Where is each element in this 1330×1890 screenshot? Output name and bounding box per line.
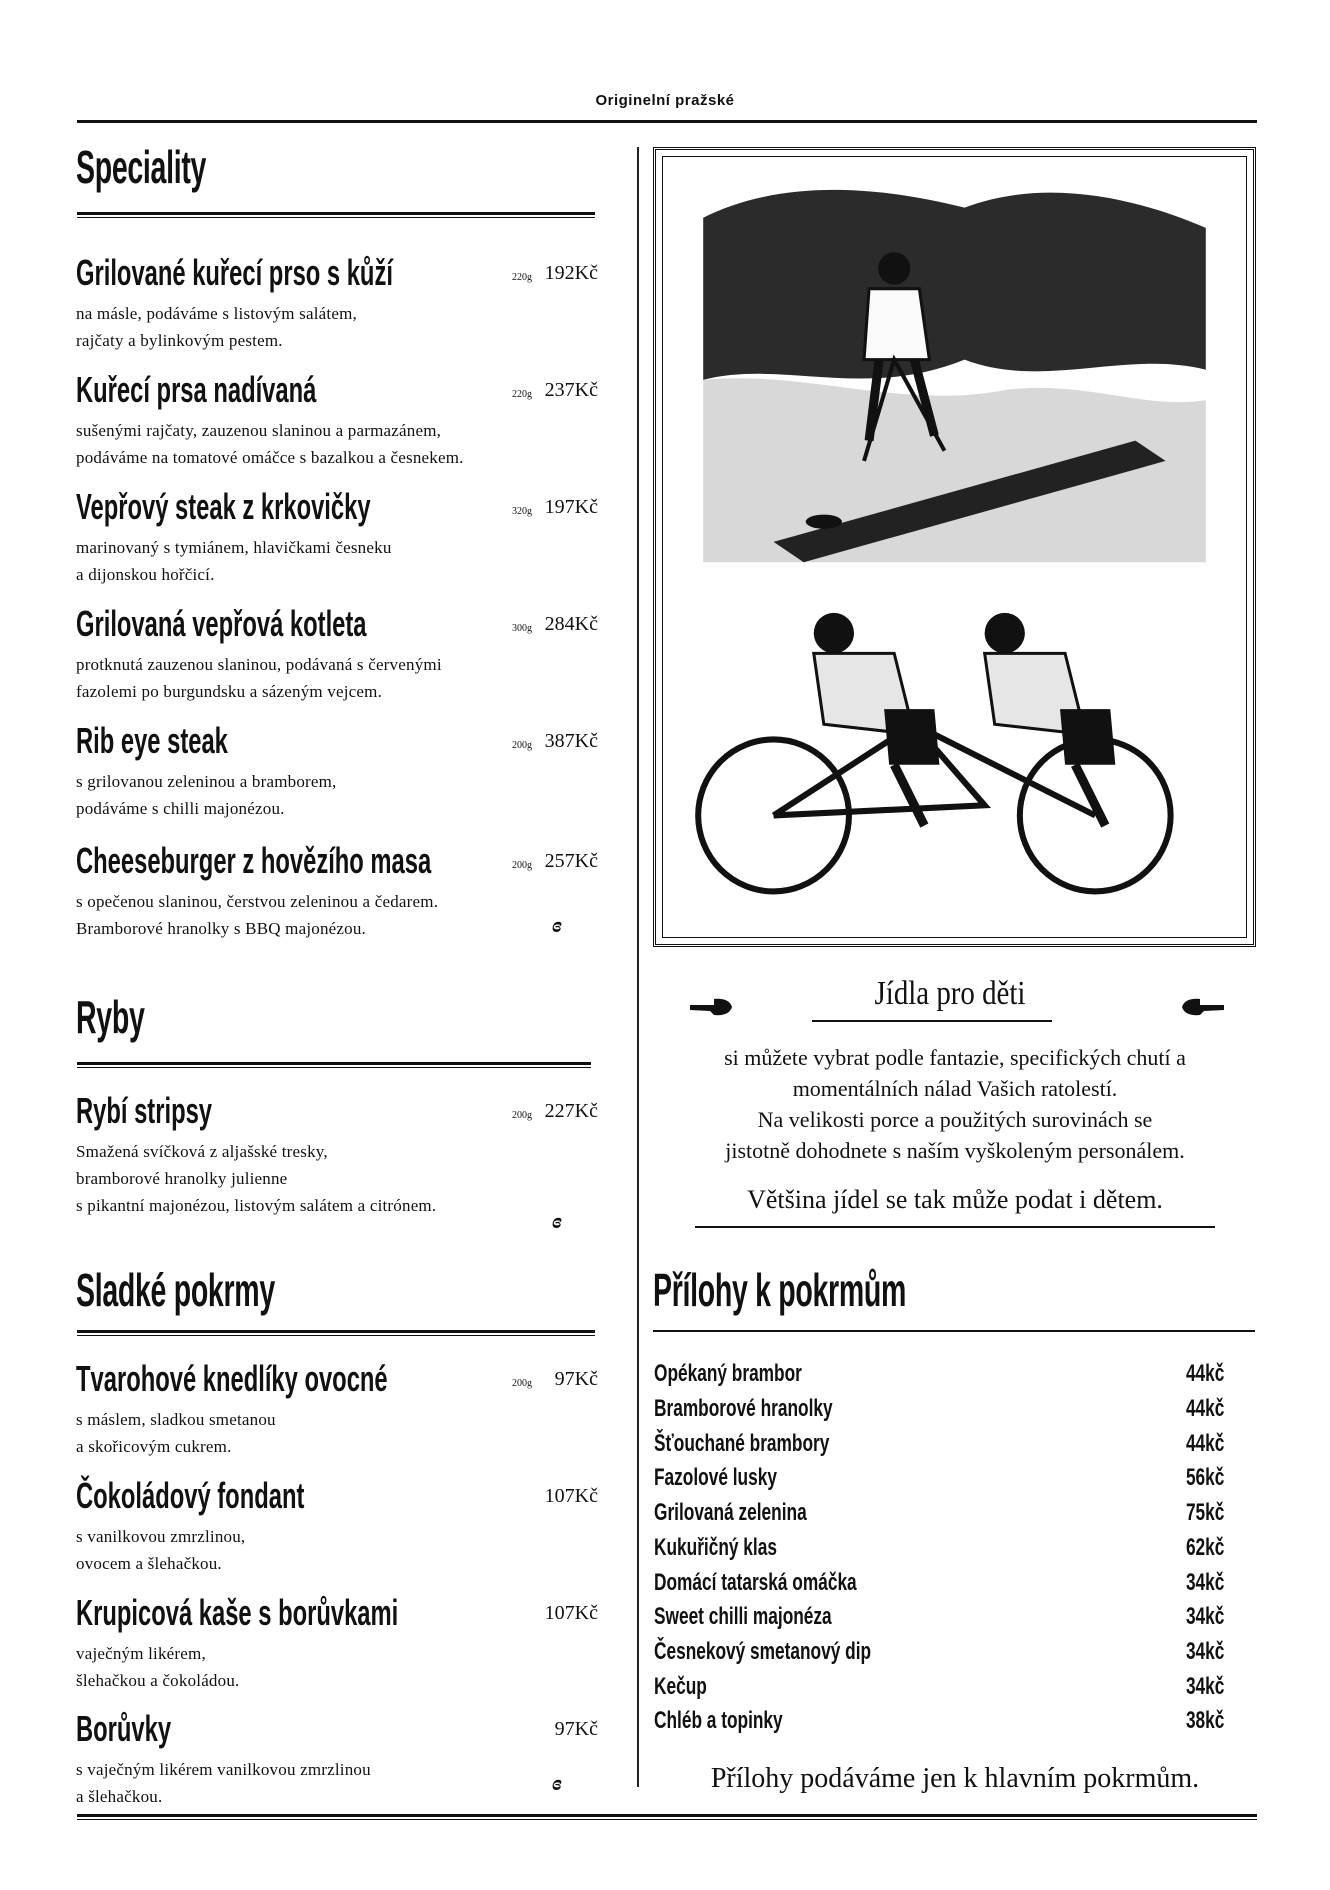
kids-text-line: si můžete vybrat podle fantazie, specifických chutí a bbox=[724, 1045, 1186, 1070]
item-desc-line: bramborové hranolky julienne bbox=[76, 1169, 288, 1188]
item-name: Borůvky bbox=[76, 1708, 172, 1749]
section-rule bbox=[77, 212, 595, 218]
item-price: 192Kč bbox=[544, 262, 598, 284]
side-price: 44kč bbox=[1185, 1360, 1224, 1387]
item-desc-line: šlehačkou a čokoládou. bbox=[76, 1671, 240, 1690]
kids-rule bbox=[695, 1226, 1215, 1228]
item-price: 97Kč bbox=[554, 1718, 598, 1740]
item-weight: 220g bbox=[512, 272, 532, 283]
item-description bbox=[76, 1138, 436, 1219]
item-weight: 320g bbox=[512, 506, 532, 517]
section-title-ryby: Ryby bbox=[76, 991, 145, 1043]
header-rule bbox=[77, 120, 1257, 123]
item-desc-line: s vanilkovou zmrzlinou, bbox=[76, 1527, 246, 1546]
section-rule bbox=[77, 1330, 595, 1336]
bicycle-illustration bbox=[663, 157, 1246, 937]
item-description bbox=[76, 888, 438, 942]
ornament-icon: ɞ bbox=[552, 912, 563, 937]
column-divider bbox=[637, 147, 639, 1787]
side-name: Bramborové hranolky bbox=[654, 1395, 833, 1422]
vintage-illustration bbox=[662, 156, 1247, 938]
item-desc-line: a šlehačkou. bbox=[76, 1787, 163, 1806]
sides-footer-note: Přílohy podáváme jen k hlavním pokrmům. bbox=[710, 1763, 1200, 1794]
section-rule bbox=[653, 1330, 1255, 1332]
item-desc-line: rajčaty a bylinkovým pestem. bbox=[76, 331, 283, 350]
side-price: 34kč bbox=[1185, 1673, 1224, 1700]
item-description bbox=[76, 300, 357, 354]
item-desc-line: vaječným likérem, bbox=[76, 1644, 206, 1663]
item-desc-line: fazolemi po burgundsku a sázeným vejcem. bbox=[76, 682, 383, 701]
item-price: 107Kč bbox=[544, 1602, 598, 1624]
item-name: Krupicová kaše s borůvkami bbox=[76, 1592, 399, 1633]
item-desc-line: Smažená svíčková z aljašské tresky, bbox=[76, 1142, 328, 1161]
item-desc-line: podáváme s chilli majonézou. bbox=[76, 799, 285, 818]
side-price: 44kč bbox=[1185, 1430, 1224, 1457]
kids-tagline: Většina jídel se tak může podat i dětem. bbox=[747, 1185, 1163, 1214]
side-item bbox=[654, 1464, 1224, 1498]
side-price: 75kč bbox=[1185, 1499, 1224, 1526]
page-header-title: Originelní pražské bbox=[595, 92, 735, 109]
item-price: 197Kč bbox=[544, 496, 598, 518]
side-item bbox=[654, 1673, 1224, 1707]
item-desc-line: marinovaný s tymiánem, hlavičkami česneku bbox=[76, 538, 392, 557]
ornament-icon: ɞ bbox=[552, 1208, 563, 1233]
side-price: 62kč bbox=[1185, 1534, 1224, 1561]
item-description bbox=[76, 1406, 276, 1460]
side-price: 44kč bbox=[1185, 1395, 1224, 1422]
side-price: 34kč bbox=[1185, 1603, 1224, 1630]
item-price: 257Kč bbox=[544, 850, 598, 872]
kids-text-line: momentálních nálad Vašich ratolestí. bbox=[792, 1076, 1118, 1101]
item-name: Čokoládový fondant bbox=[76, 1475, 305, 1516]
section-title-speciality: Speciality bbox=[76, 141, 207, 193]
side-name: Opékaný brambor bbox=[654, 1360, 802, 1387]
kids-description bbox=[680, 1042, 1230, 1166]
item-desc-line: s máslem, sladkou smetanou bbox=[76, 1410, 276, 1429]
item-price: 284Kč bbox=[544, 613, 598, 635]
footer-rule bbox=[77, 1814, 1257, 1820]
item-name: Rib eye steak bbox=[76, 720, 228, 761]
item-desc-line: a skořicovým cukrem. bbox=[76, 1437, 232, 1456]
item-desc-line: Bramborové hranolky s BBQ majonézou. bbox=[76, 919, 367, 938]
item-price: 237Kč bbox=[544, 379, 598, 401]
side-name: Česnekový smetanový dip bbox=[654, 1638, 872, 1665]
side-item bbox=[654, 1707, 1224, 1741]
section-title-sladke: Sladké pokrmy bbox=[76, 1264, 275, 1316]
item-price: 97Kč bbox=[554, 1368, 598, 1390]
side-name: Fazolové lusky bbox=[654, 1464, 777, 1491]
item-weight: 200g bbox=[512, 1110, 532, 1121]
kids-text-line: Na velikosti porce a použitých surovinách se bbox=[757, 1107, 1153, 1132]
side-price: 38kč bbox=[1185, 1707, 1224, 1734]
item-desc-line: podáváme na tomatové omáčce s bazalkou a česnekem. bbox=[76, 448, 464, 467]
kids-text-line: jistotně dohodnete s naším vyškoleným personálem. bbox=[725, 1138, 1185, 1163]
item-desc-line: na másle, podáváme s listovým salátem, bbox=[76, 304, 357, 323]
item-desc-line: protknutá zauzenou slaninou, podávaná s červenými bbox=[76, 655, 442, 674]
item-price: 227Kč bbox=[544, 1100, 598, 1122]
side-price: 56kč bbox=[1185, 1464, 1224, 1491]
item-price: 387Kč bbox=[544, 730, 598, 752]
item-desc-line: s vaječným likérem vanilkovou zmrzlinou bbox=[76, 1760, 371, 1779]
item-name: Vepřový steak z krkovičky bbox=[76, 486, 371, 527]
item-weight: 220g bbox=[512, 389, 532, 400]
item-weight: 200g bbox=[512, 1378, 532, 1389]
item-description bbox=[76, 768, 337, 822]
side-item bbox=[654, 1569, 1224, 1603]
item-desc-line: s opečenou slaninou, čerstvou zeleninou a čedarem. bbox=[76, 892, 439, 911]
side-name: Kečup bbox=[654, 1673, 707, 1700]
item-name: Kuřecí prsa nadívaná bbox=[76, 369, 317, 410]
side-item bbox=[654, 1360, 1224, 1394]
item-desc-line: sušenými rajčaty, zauzenou slaninou a parmazánem, bbox=[76, 421, 442, 440]
item-desc-line: a dijonskou hořčicí. bbox=[76, 565, 215, 584]
item-description bbox=[76, 1523, 245, 1577]
item-name: Cheeseburger z hovězího masa bbox=[76, 840, 432, 881]
item-description bbox=[76, 1640, 240, 1694]
side-item bbox=[654, 1603, 1224, 1637]
side-name: Chléb a topinky bbox=[654, 1707, 783, 1734]
kids-underline bbox=[812, 1020, 1052, 1022]
item-price: 107Kč bbox=[544, 1485, 598, 1507]
item-description bbox=[76, 417, 464, 471]
item-name: Grilovaná vepřová kotleta bbox=[76, 603, 367, 644]
side-item bbox=[654, 1638, 1224, 1672]
item-weight: 200g bbox=[512, 860, 532, 871]
side-name: Domácí tatarská omáčka bbox=[654, 1569, 857, 1596]
item-name: Tvarohové knedlíky ovocné bbox=[76, 1358, 388, 1399]
side-name: Kukuřičný klas bbox=[654, 1534, 777, 1561]
item-desc-line: s grilovanou zeleninou a bramborem, bbox=[76, 772, 337, 791]
kids-title: Jídla pro děti bbox=[874, 975, 1026, 1012]
item-desc-line: s pikantní majonézou, listovým salátem a citrónem. bbox=[76, 1196, 437, 1215]
section-title-sides: Přílohy k pokrmům bbox=[653, 1264, 907, 1316]
side-name: Šťouchané brambory bbox=[654, 1430, 830, 1457]
side-item bbox=[654, 1499, 1224, 1533]
item-name: Rybí stripsy bbox=[76, 1090, 213, 1131]
vintage-illustration-frame bbox=[653, 147, 1256, 947]
pointing-hand-right-icon bbox=[1180, 996, 1226, 1023]
pointing-hand-left-icon bbox=[688, 996, 734, 1023]
item-description bbox=[76, 651, 442, 705]
ornament-icon: ɞ bbox=[552, 1770, 563, 1795]
side-price: 34kč bbox=[1185, 1638, 1224, 1665]
item-desc-line: ovocem a šlehačkou. bbox=[76, 1554, 222, 1573]
side-item bbox=[654, 1395, 1224, 1429]
section-rule bbox=[77, 1062, 591, 1068]
side-item bbox=[654, 1430, 1224, 1464]
item-name: Grilované kuřecí prso s kůží bbox=[76, 252, 393, 293]
side-name: Grilovaná zelenina bbox=[654, 1499, 807, 1526]
item-weight: 300g bbox=[512, 623, 532, 634]
item-description bbox=[76, 1756, 371, 1810]
item-description bbox=[76, 534, 392, 588]
item-weight: 200g bbox=[512, 740, 532, 751]
side-item bbox=[654, 1534, 1224, 1568]
side-name: Sweet chilli majonéza bbox=[654, 1603, 832, 1630]
side-price: 34kč bbox=[1185, 1569, 1224, 1596]
